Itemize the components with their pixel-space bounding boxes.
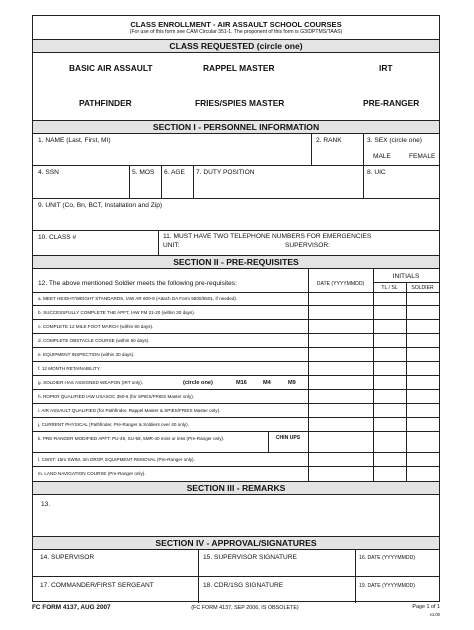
option-fries-spies-master[interactable]: FRIES/SPIES MASTER <box>195 98 285 108</box>
class-number-field[interactable] <box>35 243 155 252</box>
divider <box>33 347 439 348</box>
option-irt[interactable]: IRT <box>379 63 393 73</box>
divider <box>33 305 439 306</box>
prereq-item-i: i. AIR ASSAULT QUALIFIED (for Pathfinder, Rappel Master & SPIES/FRIES Master only). <box>38 408 221 413</box>
ssn-field[interactable] <box>35 178 127 196</box>
prereq-item-h: h. ROPER QUALIFIED IAW USASOC 350-6 (for SPIES/FRIES Master only). <box>38 394 195 399</box>
divider <box>33 333 439 334</box>
sex-female-option[interactable]: FEMALE <box>409 153 436 160</box>
divider <box>129 165 130 198</box>
divider <box>33 292 439 293</box>
prereq-item-f: f. 12 MONTH RETAINABILITY. <box>38 366 101 371</box>
section3-heading: SECTION III - REMARKS <box>186 483 286 493</box>
prereq-item-a: a. MEET HEIGHT/WEIGHT STANDARDS, IAW AR 600-9 (Attach DA Form 5500/5501, if needed). <box>38 296 238 301</box>
form-subtitle: (For use of this form see CAM Circular 351-1. The proponent of this form is G3/DPTMS/TAAS) <box>129 29 343 35</box>
commander-field[interactable] <box>35 590 195 602</box>
divider <box>363 165 364 198</box>
divider <box>33 375 439 376</box>
mos-label: 5. MOS <box>132 169 155 176</box>
option-pre-ranger[interactable]: PRE-RANGER <box>363 98 420 108</box>
date-16-field[interactable] <box>357 562 437 574</box>
divider <box>308 268 309 488</box>
divider <box>33 361 439 362</box>
date-16-label: 16. DATE (YYYYMMDD) <box>359 555 415 561</box>
divider <box>33 268 439 269</box>
divider <box>33 198 439 199</box>
unit-field[interactable] <box>35 211 437 228</box>
option-basic-air-assault[interactable]: BASIC AIR ASSAULT <box>69 63 153 73</box>
divider <box>33 52 439 53</box>
date-column-header: DATE (YYYYMMDD) <box>316 281 365 287</box>
commander-label: 17. COMMANDER/FIRST SERGEANT <box>40 582 154 589</box>
divider <box>33 133 439 134</box>
prereq-item-c: c. COMPLETE 12 MILE FOOT MARCH (within 90 days). <box>38 324 154 329</box>
uic-field[interactable] <box>365 178 437 196</box>
obsolete-note: (FC FORM 4137, SEP 2006, IS OBSOLETE) <box>191 605 299 611</box>
name-field[interactable] <box>35 146 307 164</box>
name-label: 1. NAME (Last, First, MI) <box>38 137 111 144</box>
phone-supervisor-field[interactable] <box>331 242 437 251</box>
prereq-item-k: k. PRE-RANGER MODIFIED APFT: PU-49, SU-59, 5MR-40 mins or less (Pre-Ranger only). <box>38 436 225 441</box>
sex-male-option[interactable]: MALE <box>373 153 391 160</box>
remarks-field[interactable] <box>35 496 437 534</box>
duty-position-label: 7. DUTY POSITION <box>196 169 255 176</box>
rank-field[interactable] <box>313 146 361 164</box>
divider <box>33 576 439 577</box>
class-requested-heading: CLASS REQUESTED (circle one) <box>169 41 303 51</box>
duty-position-field[interactable] <box>195 178 361 196</box>
commander-signature-label: 18. CDR/1SG SIGNATURE <box>203 582 284 589</box>
prereq-item-l: l. CWST: 15m SWIM, 3m DROP, EQUIPMENT REMOVAL (Pre-Ranger only). <box>38 457 195 462</box>
section2-heading: SECTION II - PRE-REQUISITES <box>173 257 299 267</box>
divider <box>158 230 159 255</box>
weapon-m9[interactable]: M9 <box>288 380 296 386</box>
prereq-item-e: e. EQUIPMENT INSPECTION (within 30 days). <box>38 352 135 357</box>
divider <box>33 494 439 495</box>
date-19-label: 19. DATE (YYYYMMDD) <box>359 583 415 589</box>
option-rappel-master[interactable]: RAPPEL MASTER <box>203 63 275 73</box>
tl-sl-header: TL / SL <box>381 285 398 291</box>
page-number: Page 1 of 1 <box>412 604 440 610</box>
weapon-circle-label: (circle one) <box>183 380 213 386</box>
prereq-item-g: g. SOLDIER HAS ASSIGNED WEAPON (IRT only). <box>38 380 144 385</box>
divider <box>406 282 407 488</box>
commander-signature-field[interactable] <box>200 590 353 602</box>
divider <box>373 282 439 283</box>
rank-label: 2. RANK <box>316 137 342 144</box>
initials-header: INITIALS <box>392 273 420 280</box>
divider <box>33 165 439 166</box>
mos-field[interactable] <box>131 178 159 196</box>
divider <box>33 403 439 404</box>
divider <box>33 417 439 418</box>
prereq-item-b: b. SUCCESSFULLY COMPLETE THE APFT, IAW FM 21-20 (within 30 days). <box>38 310 196 315</box>
unit-label: 9. UNIT (Co, Bn, BCT, Installation and Zip) <box>38 202 163 209</box>
divider <box>193 165 194 198</box>
divider <box>33 319 439 320</box>
divider <box>311 133 312 165</box>
divider <box>161 165 162 198</box>
option-pathfinder[interactable]: PATHFINDER <box>79 98 132 108</box>
weapon-m4[interactable]: M4 <box>263 380 271 386</box>
section4-heading: SECTION IV - APPROVAL/SIGNATURES <box>155 538 317 548</box>
prereq-intro: 12. The above mentioned Soldier meets the following pre-requisites: <box>38 280 237 287</box>
chin-ups-label: CHIN UPS <box>275 435 301 441</box>
enrollment-form <box>32 15 440 602</box>
form-title: CLASS ENROLLMENT - AIR ASSAULT SCHOOL COURSES <box>130 20 342 29</box>
date-19-field[interactable] <box>357 590 437 602</box>
divider <box>373 268 374 488</box>
ssn-label: 4. SSN <box>38 169 59 176</box>
divider <box>33 389 439 390</box>
divider <box>33 230 439 231</box>
sex-label: 3. SEX (circle one) <box>367 137 422 144</box>
phone-supervisor-label: SUPERVISOR: <box>285 242 330 249</box>
soldier-header: SOLDIER <box>411 285 434 291</box>
remarks-label: 13. <box>41 501 51 508</box>
divider <box>33 466 439 467</box>
phone-unit-field[interactable] <box>185 242 281 251</box>
form-number: FC FORM 4137, AUG 2007 <box>32 604 111 611</box>
class-number-label: 10. CLASS # <box>38 234 77 241</box>
divider <box>33 452 439 453</box>
divider <box>33 431 439 432</box>
age-field[interactable] <box>163 178 191 196</box>
section1-heading: SECTION I - PERSONNEL INFORMATION <box>152 122 320 132</box>
supervisor-signature-label: 15. SUPERVISOR SIGNATURE <box>203 554 297 561</box>
supervisor-label: 14. SUPERVISOR <box>40 554 95 561</box>
prereq-item-d: d. COMPLETE OBSTACLE COURSE (within 60 days). <box>38 338 150 343</box>
divider <box>363 133 364 165</box>
prereq-item-j: j. CURRENT PHYSICAL (Pathfinder, Pre-Ranger & Soldiers over 40 only). <box>38 422 189 427</box>
weapon-m16[interactable]: M16 <box>236 380 247 386</box>
uic-label: 8. UIC <box>367 169 386 176</box>
supervisor-field[interactable] <box>35 562 195 574</box>
age-label: 6. AGE <box>164 169 185 176</box>
version-label: v1.00 <box>429 612 440 617</box>
phones-label: 11. MUST HAVE TWO TELEPHONE NUMBERS FOR EMERGENCIES <box>163 233 372 240</box>
prereq-item-m: m. LAND NAVIGATION COURSE (Pre-Ranger only). <box>38 471 146 476</box>
phone-unit-label: UNIT: <box>163 242 180 249</box>
divider <box>33 549 439 550</box>
supervisor-signature-field[interactable] <box>200 562 353 574</box>
